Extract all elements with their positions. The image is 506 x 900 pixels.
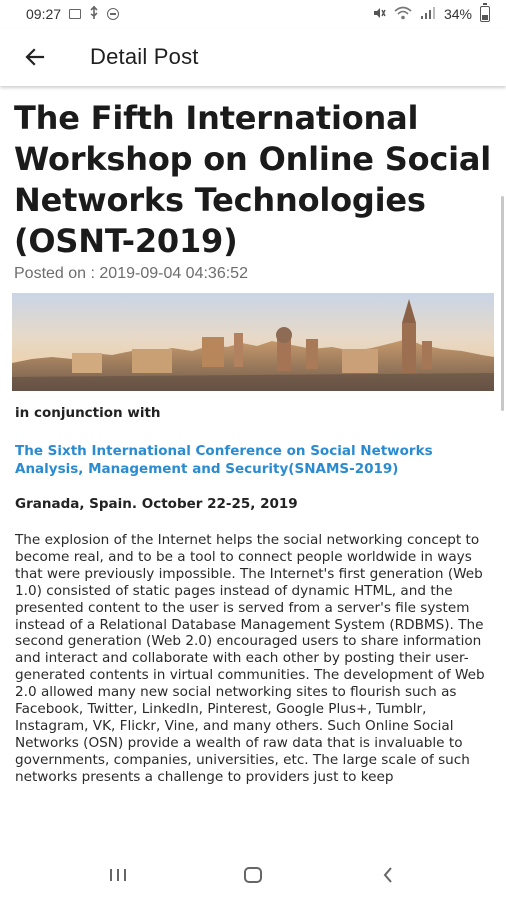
system-nav-bar	[0, 850, 506, 900]
status-time: 09:27	[26, 6, 62, 22]
post-body	[0, 405, 506, 786]
dnd-icon	[107, 8, 119, 20]
status-right	[372, 6, 490, 22]
post-content[interactable]	[0, 86, 506, 850]
status-left	[26, 6, 119, 22]
mute-icon	[372, 6, 386, 22]
recents-icon	[108, 867, 128, 883]
conference-link[interactable]: The Sixth International Conference on Social Networks Analysis, Management and Security(SNAMS-2019)	[15, 443, 433, 477]
post-paragraph: The explosion of the Internet helps the social networking concept to become real, and to be a tool to connect people worldwide in ways that were previously impossible. The Internet's first generation (Web 1.0) consisted of static pages instead of dynamic HTML, and the presented content to the user is served from a server's file system instead of a Relational Database Management System (RDBMS). The second generation (Web 2.0) encouraged users to share information and interact and collaborate with each other by posting their user-generated contents in virtual communities. The development of Web 2.0 allowed many new social networking sites to flourish such as Facebook, Twitter, LinkedIn, Pinterest, Google Plus+, Tumblr, Instagram, VK, Flickr, Vine, and many others. Such Online Social Networks (OSN) provide a wealth of raw data that is invaluable to governments, companies, universities, etc. The large scale of such networks presents a challenge to providers just to keep	[15, 532, 485, 785]
post-title: The Fifth International Workshop on Online Social Networks Technologies (OSNT-2019)	[14, 99, 492, 260]
conjunction-label: in conjunction with	[15, 405, 161, 421]
scrollbar-thumb[interactable]	[501, 196, 504, 411]
app-bar	[0, 28, 506, 86]
battery-icon	[480, 6, 490, 22]
wifi-icon	[394, 6, 412, 22]
battery-percent: 34%	[443, 6, 472, 22]
usb-icon	[89, 6, 99, 22]
nav-back-icon	[381, 865, 395, 885]
signal-icon	[420, 6, 436, 22]
back-button[interactable]	[0, 28, 70, 86]
recents-button[interactable]	[88, 850, 148, 900]
location-date: Granada, Spain. October 22-25, 2019	[15, 496, 298, 512]
home-icon	[242, 864, 264, 886]
nav-back-button[interactable]	[358, 850, 418, 900]
app-bar-title: Detail Post	[90, 44, 199, 69]
post-hero-image	[12, 293, 494, 391]
image-icon	[69, 9, 81, 19]
post-date: Posted on : 2019-09-04 04:36:52	[14, 265, 248, 282]
status-bar	[0, 0, 506, 28]
home-button[interactable]	[223, 850, 283, 900]
arrow-left-icon	[23, 45, 47, 69]
